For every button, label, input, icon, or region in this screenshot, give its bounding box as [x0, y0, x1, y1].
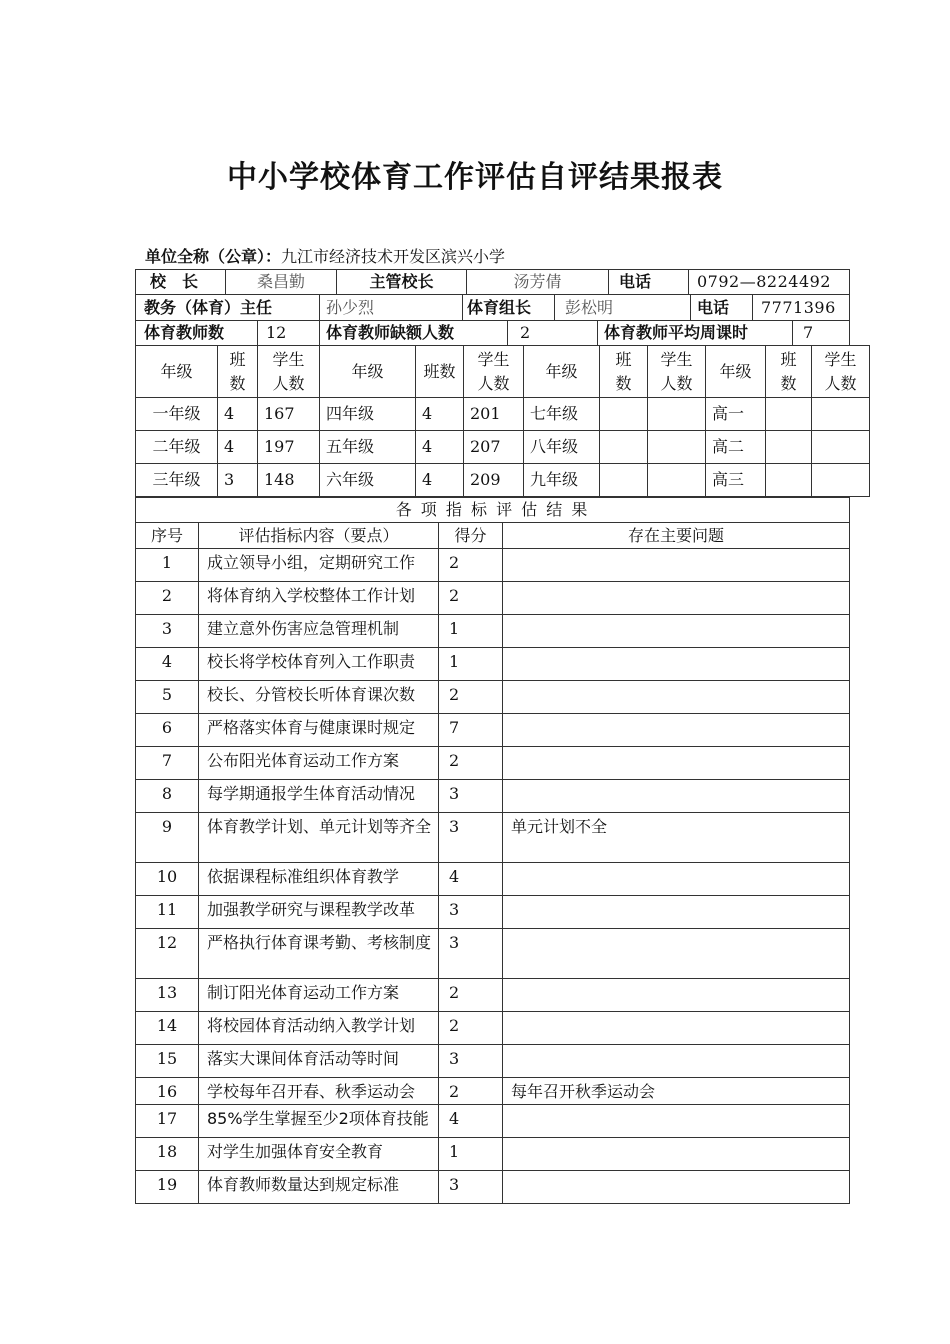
result-row — [136, 1078, 850, 1105]
result-row — [136, 979, 850, 1012]
grade-students — [648, 398, 706, 431]
grade-classes: 4 — [416, 398, 464, 431]
grade-row — [136, 398, 870, 431]
classes-header: 班 数 — [600, 346, 648, 398]
result-content: 将校园体育活动纳入教学计划 — [199, 1012, 439, 1045]
grade-students — [812, 398, 870, 431]
result-row — [136, 813, 850, 863]
grade-classes — [766, 398, 812, 431]
result-score: 3 — [439, 896, 503, 929]
result-issue — [503, 896, 850, 929]
result-no: 12 — [136, 929, 199, 979]
result-content: 公布阳光体育运动工作方案 — [199, 747, 439, 780]
result-no: 1 — [136, 549, 199, 582]
students-header: 学生 人数 — [258, 346, 320, 398]
result-score: 2 — [439, 1078, 503, 1105]
result-no: 4 — [136, 648, 199, 681]
grade-students: 167 — [258, 398, 320, 431]
result-content: 依据课程标准组织体育教学 — [199, 863, 439, 896]
result-no: 17 — [136, 1105, 199, 1138]
teacher-shortage: 2 — [508, 321, 598, 346]
result-row — [136, 615, 850, 648]
grade-header: 年级 — [136, 346, 218, 398]
content-header: 评估指标内容（要点） — [199, 523, 439, 549]
result-issue — [503, 1171, 850, 1204]
result-content: 严格执行体育课考勤、考核制度 — [199, 929, 439, 979]
result-content: 体育教师数量达到规定标准 — [199, 1171, 439, 1204]
grade-classes: 4 — [218, 431, 258, 464]
grade-name: 一年级 — [136, 398, 218, 431]
grade-name: 四年级 — [320, 398, 416, 431]
result-score: 4 — [439, 863, 503, 896]
result-row — [136, 1105, 850, 1138]
result-no: 13 — [136, 979, 199, 1012]
result-content: 对学生加强体育安全教育 — [199, 1138, 439, 1171]
phone-1: 0792—8224492 — [689, 270, 850, 295]
grade-name: 九年级 — [524, 464, 600, 497]
result-content: 体育教学计划、单元计划等齐全 — [199, 813, 439, 863]
result-issue — [503, 863, 850, 896]
grade-row — [136, 431, 870, 464]
result-issue — [503, 1045, 850, 1078]
grade-students: 148 — [258, 464, 320, 497]
result-issue — [503, 549, 850, 582]
result-content: 加强教学研究与课程教学改革 — [199, 896, 439, 929]
vp-label: 主管校长 — [337, 270, 467, 295]
result-content: 制订阳光体育运动工作方案 — [199, 979, 439, 1012]
result-content: 85%学生掌握至少2项体育技能 — [199, 1105, 439, 1138]
no-header: 序号 — [136, 523, 199, 549]
result-no: 10 — [136, 863, 199, 896]
result-issue — [503, 615, 850, 648]
unit-name-line — [145, 244, 505, 267]
result-row — [136, 549, 850, 582]
result-score: 1 — [439, 1138, 503, 1171]
result-score: 2 — [439, 549, 503, 582]
grade-name: 高三 — [706, 464, 766, 497]
result-no: 2 — [136, 582, 199, 615]
phone-label-2: 电话 — [691, 295, 753, 321]
result-row — [136, 681, 850, 714]
result-score: 3 — [439, 780, 503, 813]
result-no: 6 — [136, 714, 199, 747]
result-row — [136, 1138, 850, 1171]
result-issue — [503, 1105, 850, 1138]
info-row-teachers — [135, 320, 850, 346]
classes-header: 班数 — [416, 346, 464, 398]
grade-name: 高一 — [706, 398, 766, 431]
avg-hours-label: 体育教师平均周课时 — [598, 321, 793, 346]
result-no: 5 — [136, 681, 199, 714]
result-no: 18 — [136, 1138, 199, 1171]
unit-value: 九江市经济技术开发区滨兴小学 — [281, 247, 506, 266]
grade-classes — [766, 464, 812, 497]
grade-name: 二年级 — [136, 431, 218, 464]
result-issue — [503, 747, 850, 780]
result-score: 3 — [439, 1171, 503, 1204]
pe-head-label: 体育组长 — [463, 295, 555, 321]
classes-header: 班 数 — [218, 346, 258, 398]
result-content: 校长将学校体育列入工作职责 — [199, 648, 439, 681]
unit-label: 单位全称（公章）： — [145, 247, 282, 266]
grade-students — [812, 431, 870, 464]
result-row — [136, 714, 850, 747]
result-row — [136, 863, 850, 896]
result-no: 8 — [136, 780, 199, 813]
teacher-shortage-label: 体育教师缺额人数 — [320, 321, 508, 346]
result-row — [136, 1171, 850, 1204]
grade-classes: 4 — [416, 431, 464, 464]
teacher-count: 12 — [258, 321, 320, 346]
principal-name: 桑昌勤 — [226, 270, 337, 295]
result-content: 学校每年召开春、秋季运动会 — [199, 1078, 439, 1105]
result-issue — [503, 1138, 850, 1171]
results-table — [135, 497, 850, 1204]
grade-classes — [600, 431, 648, 464]
grade-classes: 3 — [218, 464, 258, 497]
result-score: 1 — [439, 648, 503, 681]
issues-header: 存在主要问题 — [503, 523, 850, 549]
result-score: 7 — [439, 714, 503, 747]
result-row — [136, 929, 850, 979]
result-score: 2 — [439, 979, 503, 1012]
grade-students — [648, 464, 706, 497]
grade-row — [136, 464, 870, 497]
page-title: 中小学校体育工作评估自评结果报表 — [227, 160, 723, 195]
result-content: 成立领导小组，定期研究工作 — [199, 549, 439, 582]
result-issue — [503, 714, 850, 747]
grade-name: 高二 — [706, 431, 766, 464]
result-content: 落实大课间体育活动等时间 — [199, 1045, 439, 1078]
grade-students: 201 — [464, 398, 524, 431]
students-header: 学生 人数 — [812, 346, 870, 398]
classes-header: 班 数 — [766, 346, 812, 398]
grade-header: 年级 — [524, 346, 600, 398]
director-label: 教务（体育）主任 — [136, 295, 320, 321]
score-header: 得分 — [439, 523, 503, 549]
result-no: 3 — [136, 615, 199, 648]
vp-name: 汤芳倩 — [467, 270, 609, 295]
grade-name: 八年级 — [524, 431, 600, 464]
grade-students: 207 — [464, 431, 524, 464]
result-row — [136, 582, 850, 615]
result-row — [136, 896, 850, 929]
phone-label-1: 电话 — [609, 270, 689, 295]
pe-head-name: 彭松明 — [555, 295, 691, 321]
result-no: 9 — [136, 813, 199, 863]
grade-students — [812, 464, 870, 497]
teacher-count-label: 体育教师数 — [136, 321, 258, 346]
result-score: 2 — [439, 681, 503, 714]
result-score: 2 — [439, 582, 503, 615]
result-row — [136, 747, 850, 780]
result-row — [136, 1012, 850, 1045]
result-issue — [503, 780, 850, 813]
result-issue: 单元计划不全 — [503, 813, 850, 863]
grade-header: 年级 — [706, 346, 766, 398]
result-no: 16 — [136, 1078, 199, 1105]
result-content: 建立意外伤害应急管理机制 — [199, 615, 439, 648]
avg-hours: 7 — [793, 321, 850, 346]
result-no: 7 — [136, 747, 199, 780]
result-no: 19 — [136, 1171, 199, 1204]
grade-name: 三年级 — [136, 464, 218, 497]
grade-classes — [766, 431, 812, 464]
result-score: 4 — [439, 1105, 503, 1138]
grade-name: 五年级 — [320, 431, 416, 464]
grade-classes: 4 — [218, 398, 258, 431]
grade-name: 六年级 — [320, 464, 416, 497]
result-issue — [503, 929, 850, 979]
result-issue: 每年召开秋季运动会 — [503, 1078, 850, 1105]
result-score: 3 — [439, 813, 503, 863]
students-header: 学生 人数 — [648, 346, 706, 398]
grade-table — [135, 345, 870, 497]
principal-label: 校 长 — [136, 270, 226, 295]
phone-2: 7771396 — [753, 295, 850, 321]
grade-students: 197 — [258, 431, 320, 464]
result-content: 每学期通报学生体育活动情况 — [199, 780, 439, 813]
result-content: 严格落实体育与健康课时规定 — [199, 714, 439, 747]
result-score: 2 — [439, 1012, 503, 1045]
grade-classes: 4 — [416, 464, 464, 497]
students-header: 学生 人数 — [464, 346, 524, 398]
result-row — [136, 780, 850, 813]
grade-students — [648, 431, 706, 464]
result-issue — [503, 582, 850, 615]
results-title: 各 项 指 标 评 估 结 果 — [136, 498, 850, 523]
director-name: 孙少烈 — [320, 295, 463, 321]
result-score: 3 — [439, 1045, 503, 1078]
result-issue — [503, 681, 850, 714]
grade-classes — [600, 464, 648, 497]
result-row — [136, 1045, 850, 1078]
grade-classes — [600, 398, 648, 431]
result-content: 将体育纳入学校整体工作计划 — [199, 582, 439, 615]
result-score: 3 — [439, 929, 503, 979]
result-content: 校长、分管校长听体育课次数 — [199, 681, 439, 714]
result-no: 15 — [136, 1045, 199, 1078]
info-row-director — [135, 294, 850, 321]
grade-header: 年级 — [320, 346, 416, 398]
result-no: 11 — [136, 896, 199, 929]
result-score: 2 — [439, 747, 503, 780]
result-issue — [503, 648, 850, 681]
result-issue — [503, 1012, 850, 1045]
result-row — [136, 648, 850, 681]
result-score: 1 — [439, 615, 503, 648]
grade-name: 七年级 — [524, 398, 600, 431]
result-no: 14 — [136, 1012, 199, 1045]
info-row-principal — [135, 269, 850, 295]
result-issue — [503, 979, 850, 1012]
grade-students: 209 — [464, 464, 524, 497]
